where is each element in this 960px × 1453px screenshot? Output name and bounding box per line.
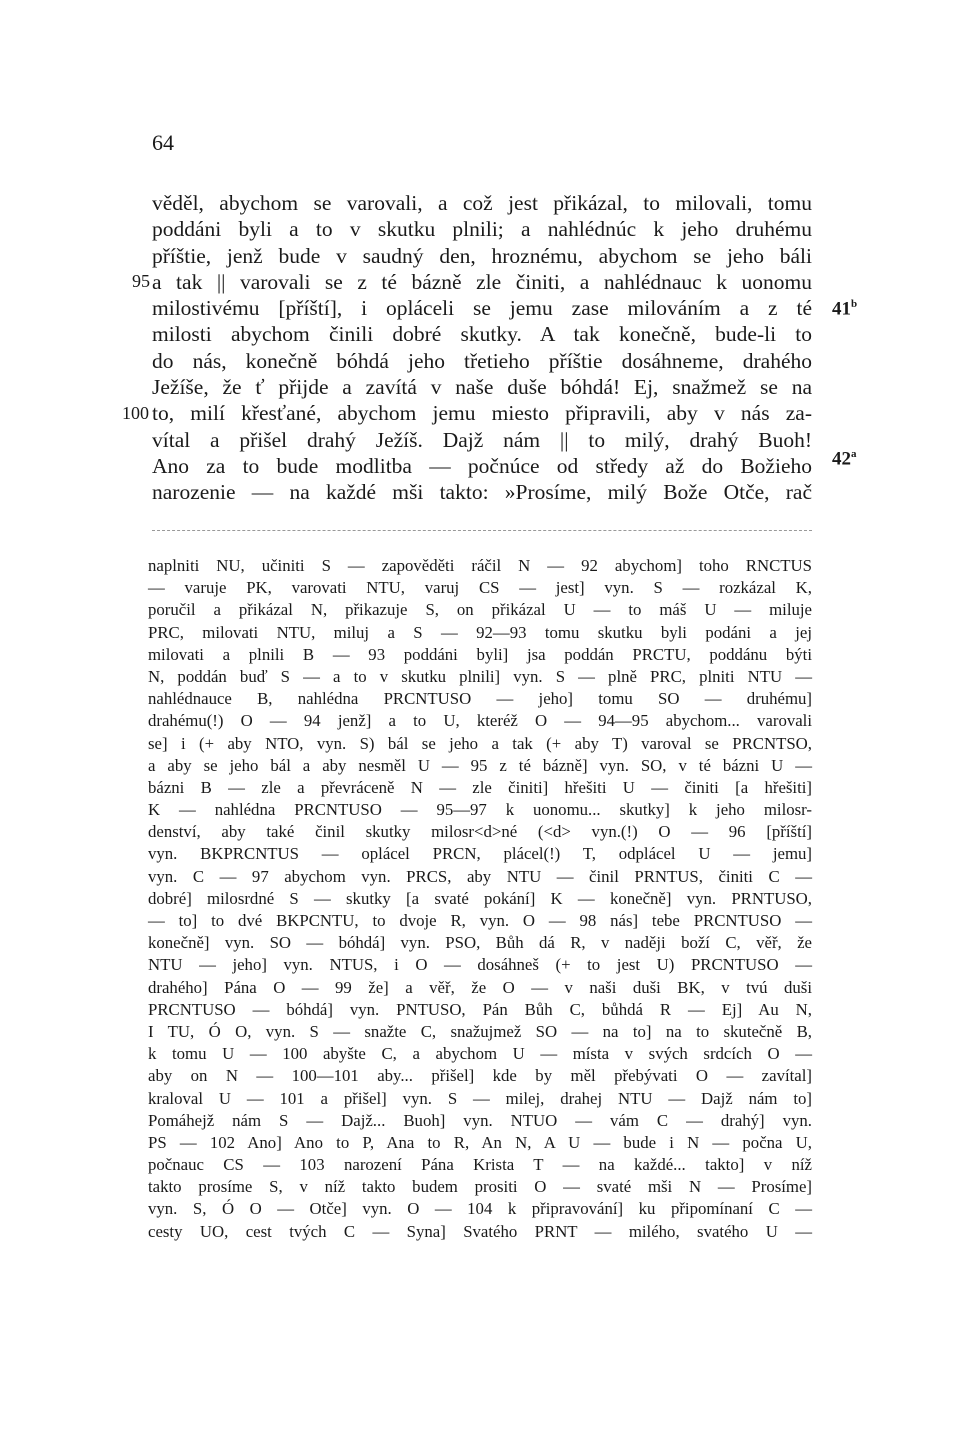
main-text-line: Ježíše, že ť přijde a zavítá v naše duše bóhdá! Ej, snažmež se na: [152, 375, 812, 400]
line-number-100: 100: [122, 403, 149, 423]
apparatus-line: bázni B — zle a převráceně N — zle činiti] hřešiti U — činiti [a hřešiti]: [148, 777, 812, 797]
apparatus-line: aby on N — 100—101 aby... přišel] kde by měl přebývati O — zavítal]: [148, 1066, 812, 1086]
apparatus-line: Pomáhejž nám S — Dajž... Buoh] vyn. NTUO — vám C — drahý] vyn.: [148, 1110, 812, 1130]
apparatus-line: poručil a přikázal N, přikazuje S, on přikázal U — to máš U — miluje: [148, 600, 812, 620]
apparatus-line: nahlédnauce B, nahlédna PRCNTUSO — jeho] tomu SO — druhému]: [148, 689, 812, 709]
apparatus-line: — to] to dvé BKPCNTU, to dvoje R, vyn. O — 98 nás] tebe PRCNTUSO —: [148, 911, 812, 930]
apparatus-line: dobré] milosrdné S — skutky [a svaté pokání] K — konečně] vyn. PRNTUSO,: [148, 888, 812, 908]
text-separator: [152, 530, 812, 531]
margin-marker-number: 42: [832, 448, 851, 470]
main-text-line: Ano za to bude modlitba — počnúce od středy až do Božieho: [152, 453, 812, 478]
apparatus-line: PRCNTUSO — bóhdá] vyn. PNTUSO, Pán Bůh C, bůhdá R — Ej] Au N,: [148, 999, 812, 1019]
apparatus-line: drahému(!) O — 94 jenž] a to U, kteréž O — 94—95 abychom... varovali: [148, 711, 812, 731]
main-text-line: příštie, jenž bude v saudný den, hroznému, abychom se jeho báli: [152, 243, 812, 268]
apparatus-line: takto prosíme S, v níž takto budem prositi O — svaté mši N — Prosíme]: [148, 1177, 812, 1197]
line-number-95: 95: [132, 271, 150, 291]
apparatus-line: PS — 102 Ano] Ano to P, Ana to R, An N, A U — bude i N — počna U,: [148, 1132, 812, 1152]
apparatus-line: — varuje PK, varovati NTU, varuj CS — jest] vyn. S — rozkázal K,: [148, 578, 812, 598]
apparatus-line: vyn. S, Ó O — Otče] vyn. O — 104 k připravování] ku připomínaní C —: [148, 1199, 812, 1219]
apparatus-line: denství, aby také činil skutky milosr<d>né (<d> vyn.(!) O — 96 [příští]: [148, 822, 812, 842]
margin-marker-41b: [832, 298, 857, 320]
margin-marker-number: 41: [832, 298, 851, 320]
apparatus-line: milovati a plnili B — 93 poddáni byli] jsa poddán PRCTU, poddánu býti: [148, 644, 812, 664]
apparatus-line: I TU, Ó O, vyn. S — snažte C, snažujmež SO — na to] na to skutečně B,: [148, 1021, 812, 1041]
main-text-line: věděl, abychom se varovali, a což jest přikázal, to milovali, tomu: [152, 191, 812, 215]
apparatus-line: počnauc CS — 103 narození Pána Krista T — na každé... takto] v níž: [148, 1155, 812, 1175]
main-text-line: narozenie — na každé mši takto: »Prosíme, milý Bože Otče, rač: [152, 480, 812, 505]
main-text-line: do nás, konečně bóhdá jeho třetieho příštie dosáhneme, drahého: [152, 348, 812, 373]
margin-marker-letter: a: [851, 448, 857, 460]
apparatus-line: konečně] vyn. SO — bóhdá] vyn. PSO, Bůh dá R, v naději boží C, věř, že: [148, 933, 812, 953]
critical-apparatus: [148, 555, 812, 1243]
apparatus-line: a aby se jeho bál a aby nesměl U — 95 z té bázně] vyn. SO, v té bázni U —: [148, 755, 812, 775]
apparatus-line: vyn. C — 97 abychom vyn. PRCS, aby NTU — činil PRNTUS, činiti C —: [148, 866, 812, 886]
apparatus-line: drahého] Pána O — 99 že] a věř, že O — v naši duši BK, v tvú duši: [148, 977, 812, 997]
main-text-line: to, milí křesťané, abychom jemu miesto připravili, aby v nás za-: [152, 401, 812, 426]
main-text-line: milostivému [příští], i opláceli se jemu zase milováním a z té: [152, 296, 812, 321]
margin-marker-42a: [832, 448, 857, 470]
apparatus-line: k tomu U — 100 abyšte C, a abychom U — místa v svých srdcích O —: [148, 1044, 812, 1064]
apparatus-line: cesty UO, cest tvých C — Syna] Svatého PRNT — milého, svatého U —: [148, 1221, 812, 1241]
margin-marker-letter: b: [851, 298, 858, 310]
apparatus-line: kraloval U — 101 a přišel] vyn. S — milej, drahej NTU — Dajž nám to]: [148, 1088, 812, 1108]
main-text-line: poddáni byli a to v skutku plnili; a nahlédnúc k jeho druhému: [152, 217, 812, 242]
apparatus-line: NTU — jeho] vyn. NTUS, i O — dosáhneš (+ to jest U) PRCNTUSO —: [148, 955, 812, 975]
main-text-line: milosti abychom činili dobré skutky. A tak konečně, bude-li to: [152, 322, 812, 347]
main-text-line: vítal a přišel drahý Ježíš. Dajž nám || to milý, drahý Buoh!: [152, 427, 812, 452]
apparatus-line: vyn. BKPRCNTUS — oplácel PRCN, plácel(!) T, odplácel U — jemu]: [148, 844, 812, 864]
apparatus-line: se] i (+ aby NTO, vyn. S) bál se jeho a tak (+ aby T) varoval se PRCNTSO,: [148, 733, 812, 753]
page-number: 64: [152, 130, 174, 155]
apparatus-line: PRC, milovati NTU, miluj a S — 92—93 tomu skutku byli podáni a jej: [148, 622, 812, 642]
apparatus-line: naplniti NU, učiniti S — zapověděti ráčil N — 92 abychom] toho RNCTUS: [148, 556, 812, 575]
apparatus-line: K — nahlédna PRCNTUSO — 95—97 k uonomu... skutky] k jeho milosr-: [148, 800, 812, 820]
main-text: [152, 190, 812, 506]
apparatus-line: N, poddán buď S — a to v skutku plnili] vyn. S — plně PRC, plniti NTU —: [148, 666, 812, 686]
main-text-line: a tak || varovali se z té bázně zle činiti, a nahlédnauc k uonomu: [152, 269, 812, 294]
